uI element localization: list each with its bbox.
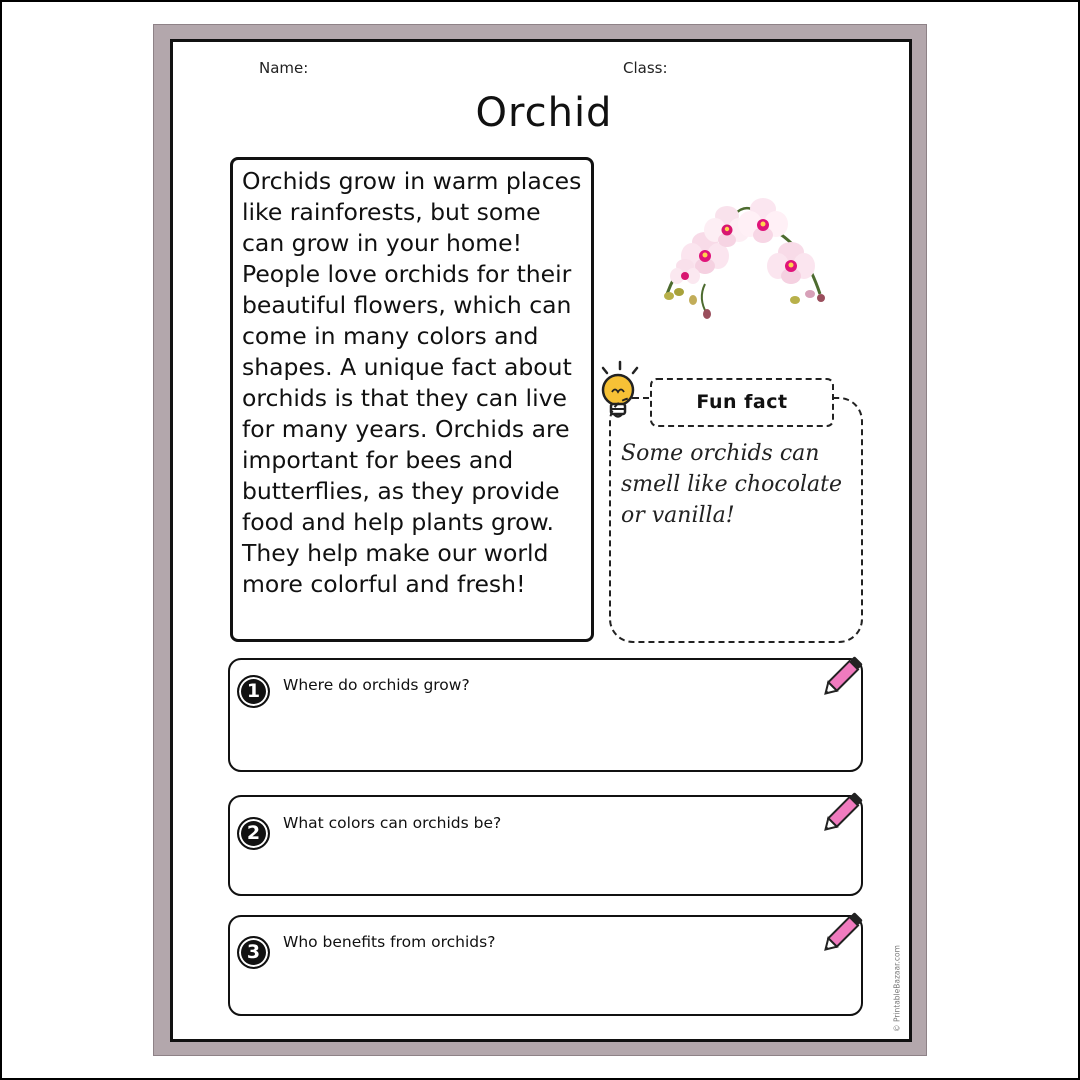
question-2-number: 2 (237, 817, 270, 850)
question-3-answer-box[interactable] (228, 915, 863, 1016)
page-title: Orchid (475, 90, 613, 136)
question-3-number: 3 (237, 936, 270, 969)
pencil-icon (821, 904, 871, 954)
orchid-flower-icon (645, 154, 841, 350)
fun-fact-label: Fun fact (650, 378, 834, 427)
class-label: Class: (623, 59, 668, 77)
copyright-text: © PrintableBazaar.com (892, 945, 902, 1032)
question-2-text: What colors can orchids be? (283, 814, 502, 832)
question-1-text: Where do orchids grow? (283, 676, 470, 694)
question-2-answer-box[interactable] (228, 795, 863, 896)
question-1-number: 1 (237, 675, 270, 708)
pencil-icon (821, 648, 871, 698)
copyright-credit (891, 940, 903, 1040)
fun-fact-text: Some orchids can smell like chocolate or vanilla! (621, 441, 842, 528)
name-label: Name: (259, 59, 309, 77)
worksheet-page (170, 39, 912, 1042)
question-3-text: Who benefits from orchids? (283, 933, 496, 951)
pencil-icon (821, 784, 871, 834)
reading-passage: Orchids grow in warm places like rainforests, but some can grow in your home! People love orchids for their beautiful flowers, which can come in many colors and shapes. A unique fact about orchids is that they can live for many years. Orchids are important for bees and butterflies, as they provide food and help plants grow. They help make our world more colorful and fresh! (230, 157, 594, 642)
